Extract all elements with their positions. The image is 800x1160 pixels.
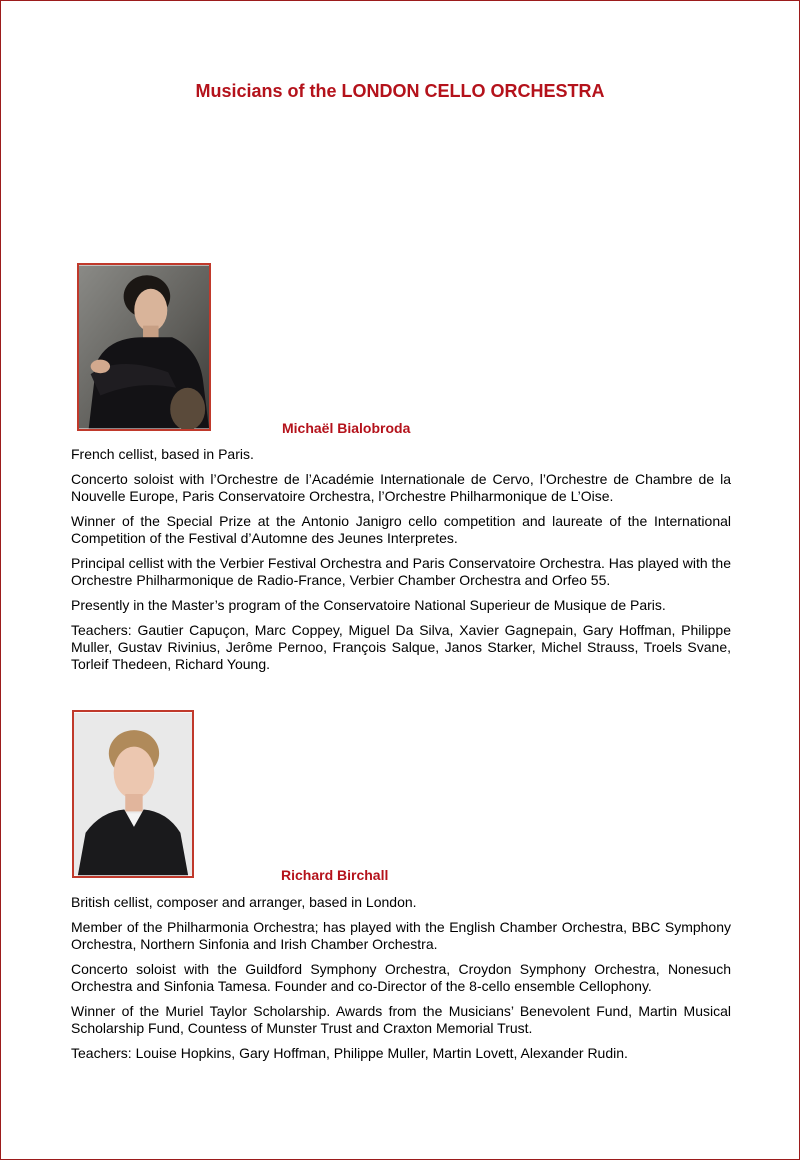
musician-bio: [71, 446, 731, 681]
portrait-photo-icon: [74, 712, 192, 876]
bio-paragraph: Concerto soloist with l’Orchestre de l’Académie Internationale de Cervo, l’Orchestre de Chambre de la Nouvelle Europe, Paris Conservatoire Orchestra, l’Orchestre Philharmonique de L’Oise.: [71, 471, 731, 504]
musician-name: Michaël Bialobroda: [282, 420, 411, 436]
bio-paragraph: Teachers: Louise Hopkins, Gary Hoffman, Philippe Muller, Martin Lovett, Alexander Rudin.: [71, 1045, 628, 1061]
page-title: Musicians of the LONDON CELLO ORCHESTRA: [195, 81, 605, 101]
musician-name: Richard Birchall: [281, 867, 389, 883]
bio-paragraph: Presently in the Master’s program of the Conservatoire National Superieur de Musique de Paris.: [71, 597, 666, 613]
michael-bialobroda-photo: [77, 263, 211, 431]
musician-bio: [71, 894, 731, 1070]
bio-paragraph: Principal cellist with the Verbier Festival Orchestra and Paris Conservatoire Orchestra. Has played with the Orchestre Philharmonique de Radio-France, Verbier Chamber Orchestra and Orfeo 55.: [71, 555, 731, 588]
bio-paragraph: British cellist, composer and arranger, based in London.: [71, 894, 417, 910]
richard-birchall-photo: [72, 710, 194, 878]
bio-paragraph: French cellist, based in Paris.: [71, 446, 254, 462]
portrait-photo-icon: [79, 265, 209, 429]
bio-paragraph: Teachers: Gautier Capuçon, Marc Coppey, Miguel Da Silva, Xavier Gagnepain, Gary Hoffman, Philippe Muller, Gustav Rivinius, Jerôme Pernoo, François Salque, Janos Starker, Michel Strauss, Troels Svane, Torleif Thedeen, Richard Young.: [71, 622, 731, 672]
bio-paragraph: Winner of the Muriel Taylor Scholarship. Awards from the Musicians’ Benevolent Fund, Martin Musical Scholarship Fund, Countess of Munster Trust and Craxton Memorial Trust.: [71, 1003, 731, 1036]
bio-paragraph: Concerto soloist with the Guildford Symphony Orchestra, Croydon Symphony Orchestra, Nonesuch Orchestra and Sinfonia Tamesa. Founder and co-Director of the 8-cello ensemble Cellophony.: [71, 961, 731, 994]
bio-paragraph: Member of the Philharmonia Orchestra; has played with the English Chamber Orchestra, BBC Symphony Orchestra, Northern Sinfonia and Irish Chamber Orchestra.: [71, 919, 731, 952]
bio-paragraph: Winner of the Special Prize at the Antonio Janigro cello competition and laureate of the International Competition of the Festival d’Automne des Jeunes Interpretes.: [71, 513, 731, 546]
